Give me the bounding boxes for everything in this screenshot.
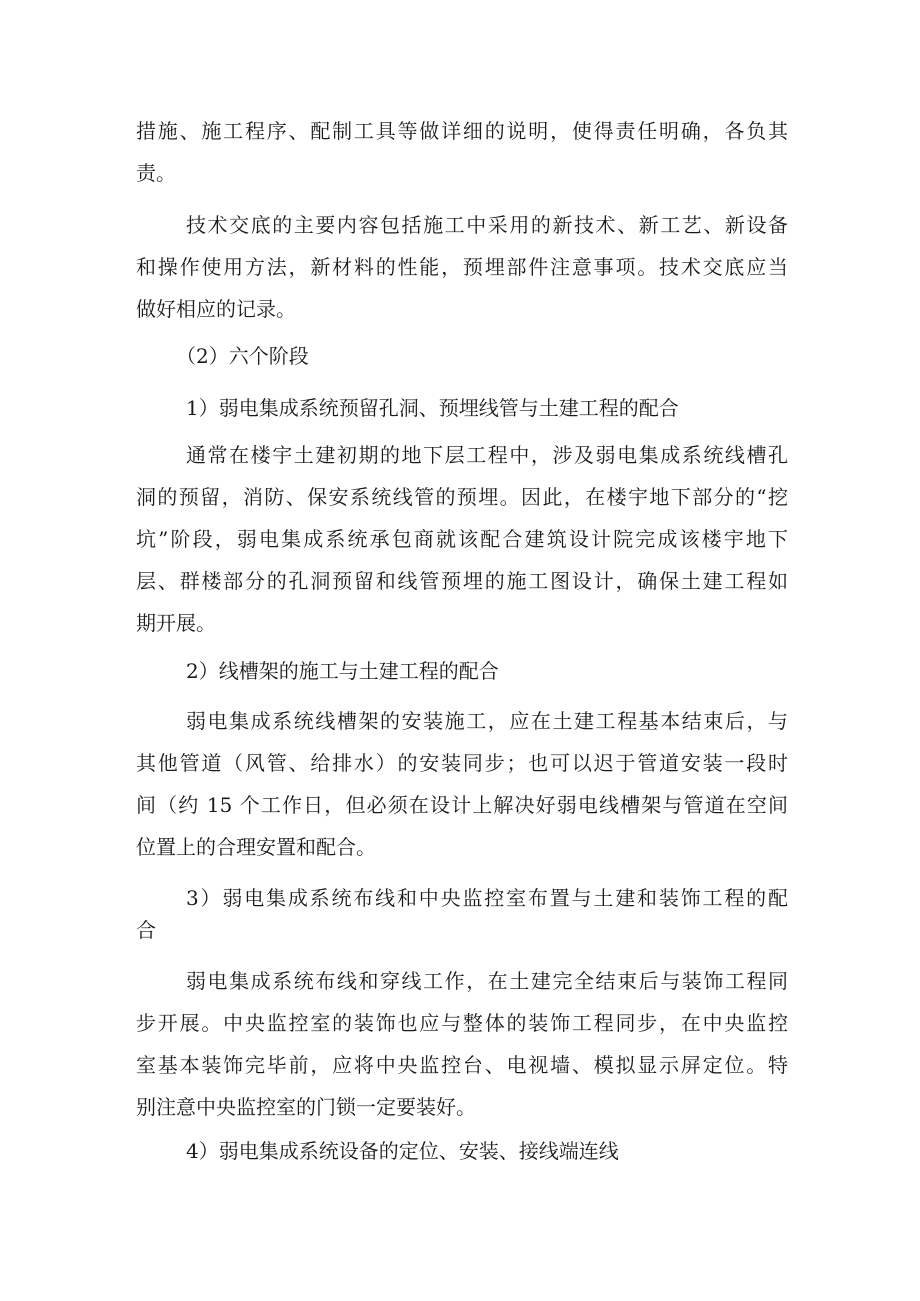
subsection-heading: 3）弱电集成系统布线和中央监控室布置与土建和装饰工程的配 — [186, 886, 788, 910]
paragraph-line: 别注意中央监控室的门锁一定要装好。 — [136, 1095, 476, 1119]
paragraph-line: 技术交底的主要内容包括施工中采用的新技术、新工艺、新设备 — [186, 213, 788, 237]
paragraph-line: 弱电集成系统布线和穿线工作，在土建完全结束后与装饰工程同 — [186, 969, 788, 993]
paragraph-line: 做好相应的记录。 — [136, 297, 296, 321]
paragraph-line: 和操作使用方法，新材料的性能，预埋部件注意事项。技术交底应当 — [136, 255, 788, 279]
subsection-heading: 1）弱电集成系统预留孔洞、预埋线管与土建工程的配合 — [186, 396, 679, 420]
subsection-heading: 4）弱电集成系统设备的定位、安装、接线端连线 — [186, 1139, 619, 1163]
paragraph-line: 层、群楼部分的孔洞预留和线管预埋的施工图设计，确保土建工程如 — [136, 569, 788, 593]
paragraph-line: 其他管道（风管、给排水）的安装同步；也可以迟于管道安装一段时 — [136, 751, 788, 775]
paragraph-line: 步开展。中央监控室的装饰也应与整体的装饰工程同步，在中央监控 — [136, 1011, 788, 1035]
section-heading: （2）六个阶段 — [176, 344, 309, 368]
paragraph-line: 期开展。 — [136, 611, 216, 635]
paragraph-line: 坑”阶段，弱电集成系统承包商就该配合建筑设计院完成该楼宇地下 — [136, 527, 788, 551]
paragraph-line: 责。 — [136, 161, 176, 185]
subsection-heading: 2）线槽架的施工与土建工程的配合 — [186, 659, 499, 683]
paragraph-line: 弱电集成系统线槽架的安装施工，应在土建工程基本结束后，与 — [186, 709, 788, 733]
subsection-heading: 合 — [136, 918, 156, 942]
paragraph-line: 室基本装饰完毕前，应将中央监控台、电视墙、模拟显示屏定位。特 — [136, 1053, 788, 1077]
paragraph-line: 通常在楼宇土建初期的地下层工程中，涉及弱电集成系统线槽孔 — [186, 443, 788, 467]
paragraph-line: 洞的预留，消防、保安系统线管的预埋。因此，在楼宇地下部分的“挖 — [136, 485, 788, 509]
paragraph-line: 措施、施工程序、配制工具等做详细的说明，使得责任明确，各负其 — [136, 119, 788, 143]
paragraph-line: 位置上的合理安置和配合。 — [136, 835, 376, 859]
paragraph-line: 间（约 15 个工作日，但必须在设计上解决好弱电线槽架与管道在空间 — [136, 793, 788, 817]
